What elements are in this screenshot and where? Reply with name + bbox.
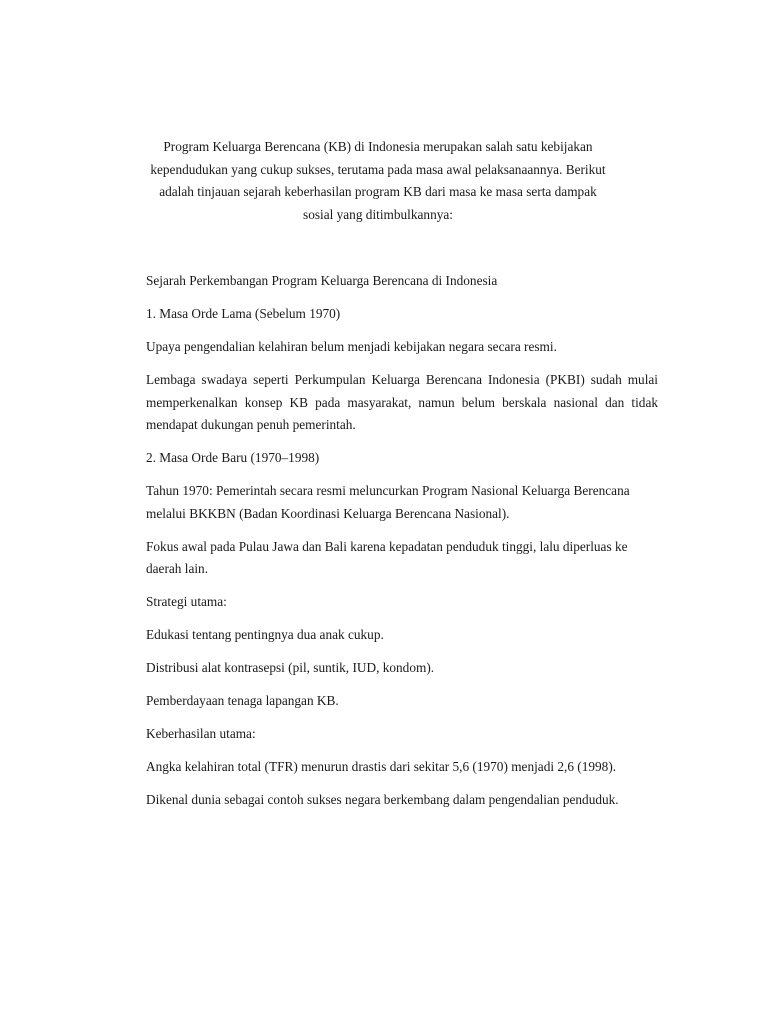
section-1-title: 1. Masa Orde Lama (Sebelum 1970) xyxy=(146,306,341,321)
success-item: Dikenal dunia sebagai contoh sukses negara berkembang dalam pengendalian penduduk. xyxy=(146,792,619,807)
document-body xyxy=(146,270,658,822)
success-label: Keberhasilan utama: xyxy=(146,726,256,741)
strategy-item: Pemberdayaan tenaga lapangan KB. xyxy=(146,693,339,708)
intro-paragraph: Program Keluarga Berencana (KB) di Indonesia merupakan salah satu kebijakan kependudukan yang cukup sukses, terutama pada masa awal pelaksanaannya. Berikut adalah tinjauan sejarah keberhasilan program KB dari masa ke masa serta dampak sosial yang ditimbulkannya: xyxy=(150,139,606,222)
strategy-label: Strategi utama: xyxy=(146,594,227,609)
success-item: Angka kelahiran total (TFR) menurun drastis dari sekitar 5,6 (1970) menjadi 2,6 (1998). xyxy=(146,759,617,774)
section-2-paragraph-1: Tahun 1970: Pemerintah secara resmi meluncurkan Program Nasional Keluarga Berencana melalui BKKBN (Badan Koordinasi Keluarga Berencana Nasional). xyxy=(146,483,630,521)
section-1-paragraph-1: Upaya pengendalian kelahiran belum menjadi kebijakan negara secara resmi. xyxy=(146,339,557,354)
section-2-title: 2. Masa Orde Baru (1970–1998) xyxy=(146,450,320,465)
strategy-item: Distribusi alat kontrasepsi (pil, suntik, IUD, kondom). xyxy=(146,660,435,675)
strategy-item: Edukasi tentang pentingnya dua anak cukup. xyxy=(146,627,384,642)
section-1-paragraph-2: Lembaga swadaya seperti Perkumpulan Keluarga Berencana Indonesia (PKBI) sudah mulai memperkenalkan konsep KB pada masyarakat, namun belum berskala nasional dan tidak mendapat dukungan penuh pemerintah. xyxy=(146,372,658,432)
section-2-paragraph-2: Fokus awal pada Pulau Jawa dan Bali karena kepadatan penduduk tinggi, lalu diperluas ke daerah lain. xyxy=(146,538,628,576)
section-heading: Sejarah Perkembangan Program Keluarga Berencana di Indonesia xyxy=(146,273,498,288)
